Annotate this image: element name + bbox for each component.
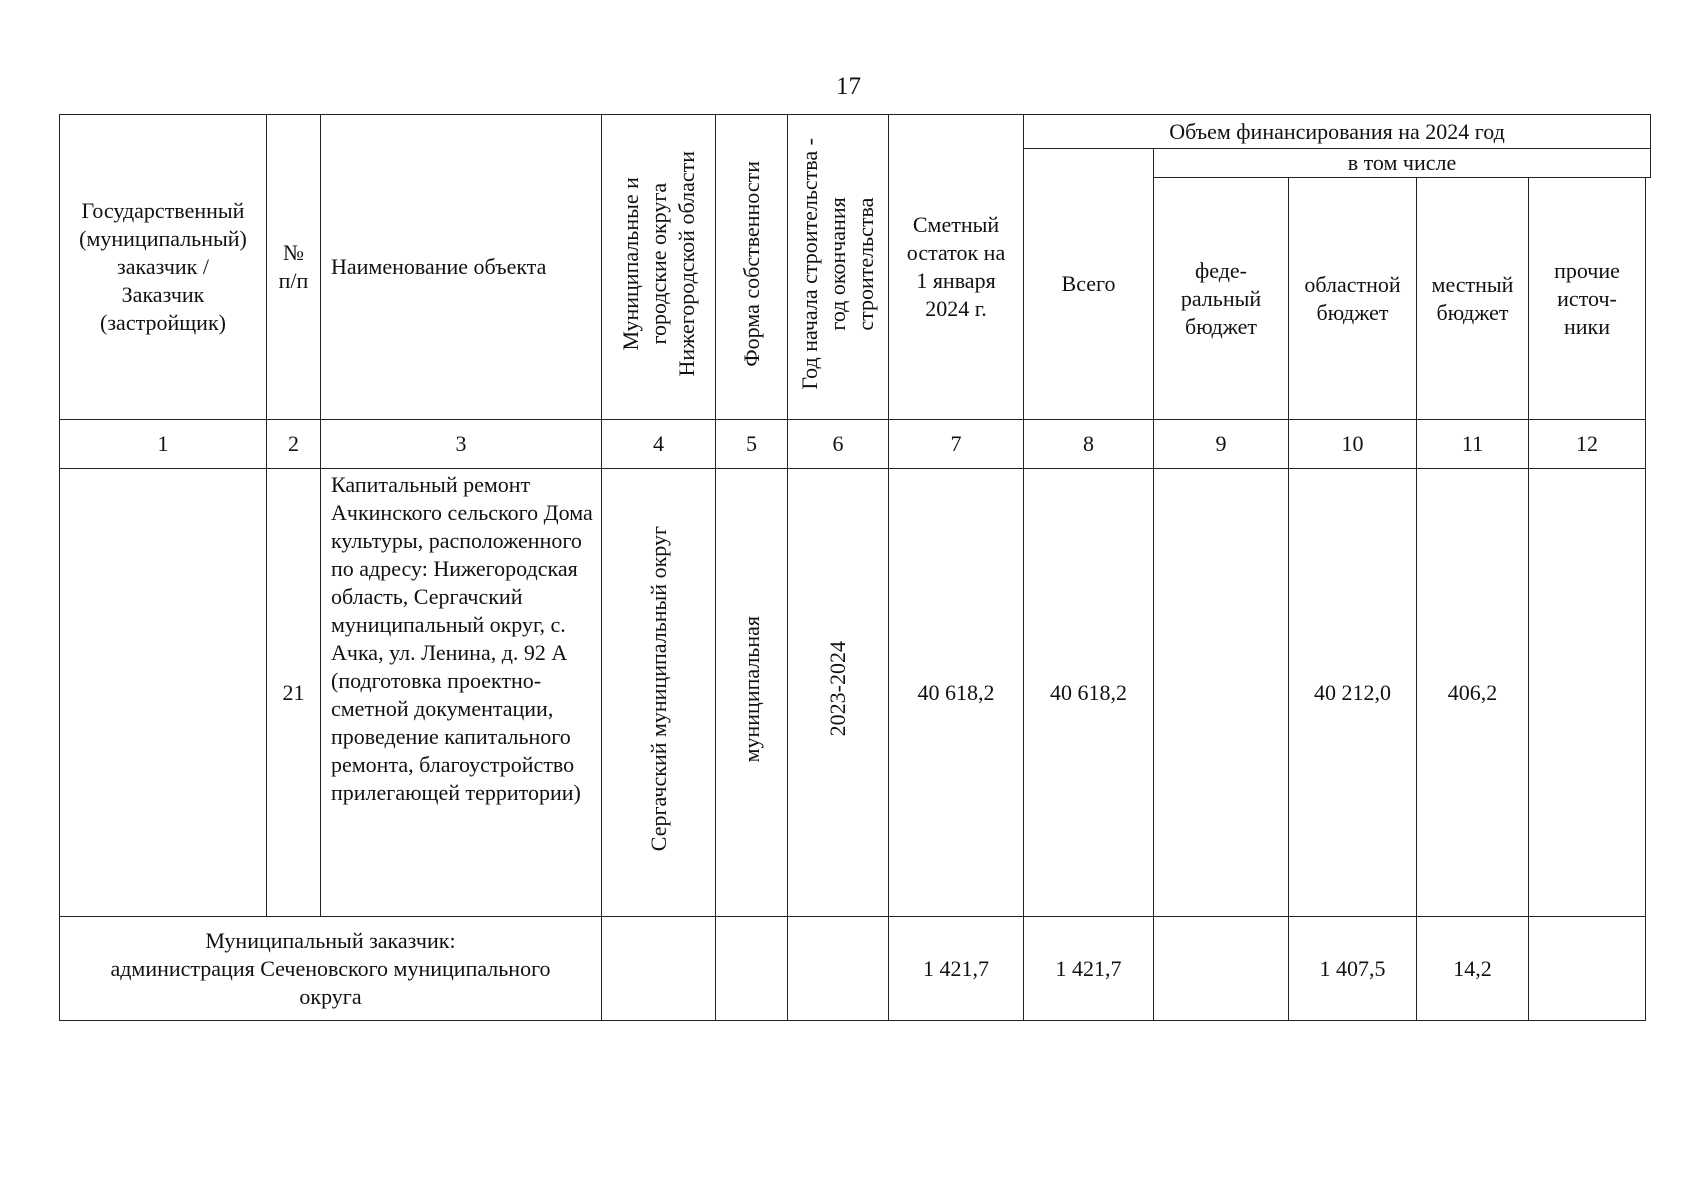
header-total: Всего bbox=[1024, 149, 1154, 420]
summary-total: 1 421,7 bbox=[1024, 917, 1154, 1021]
header-object-name: Наименование объекта bbox=[321, 115, 602, 420]
row-local: 406,2 bbox=[1417, 469, 1529, 917]
column-number: 12 bbox=[1529, 420, 1646, 469]
row-district-cell bbox=[602, 469, 716, 917]
summary-empty-cell bbox=[716, 917, 788, 1021]
header-balance: Сметный остаток на 1 января 2024 г. bbox=[889, 115, 1024, 420]
header-years: Год начала строительства - год окончания строительства bbox=[797, 137, 878, 390]
header-other: прочие источ- ники bbox=[1529, 178, 1646, 420]
header-years-cell bbox=[788, 115, 889, 420]
column-number: 3 bbox=[321, 420, 602, 469]
header-regional: областной бюджет bbox=[1289, 178, 1417, 420]
header-federal: феде- ральный бюджет bbox=[1154, 178, 1289, 420]
summary-regional: 1 407,5 bbox=[1289, 917, 1417, 1021]
header-district-cell bbox=[602, 115, 716, 420]
summary-other bbox=[1529, 917, 1646, 1021]
row-ownership-cell bbox=[716, 469, 788, 917]
row-regional: 40 212,0 bbox=[1289, 469, 1417, 917]
column-number: 8 bbox=[1024, 420, 1154, 469]
row-district: Сергачский муниципальный округ bbox=[645, 526, 671, 852]
column-number: 6 bbox=[788, 420, 889, 469]
row-balance: 40 618,2 bbox=[889, 469, 1024, 917]
column-number: 10 bbox=[1289, 420, 1417, 469]
summary-label: Муниципальный заказчик: администрация Сеченовского муниципального округа bbox=[60, 917, 602, 1021]
summary-empty-cell bbox=[788, 917, 889, 1021]
column-number: 7 bbox=[889, 420, 1024, 469]
header-local: местный бюджет bbox=[1417, 178, 1529, 420]
header-ownership: Форма собственности bbox=[738, 160, 764, 367]
column-number: 4 bbox=[602, 420, 716, 469]
page-number: 17 bbox=[836, 73, 861, 100]
summary-row bbox=[60, 917, 1651, 1021]
header-number: № п/п bbox=[267, 115, 321, 420]
summary-federal bbox=[1154, 917, 1289, 1021]
financing-table bbox=[59, 114, 1651, 1021]
row-customer bbox=[60, 469, 267, 917]
column-number: 5 bbox=[716, 420, 788, 469]
column-number: 9 bbox=[1154, 420, 1289, 469]
column-number: 1 bbox=[60, 420, 267, 469]
column-number-row bbox=[60, 420, 1651, 469]
row-federal bbox=[1154, 469, 1289, 917]
column-number: 11 bbox=[1417, 420, 1529, 469]
summary-balance: 1 421,7 bbox=[889, 917, 1024, 1021]
column-number: 2 bbox=[267, 420, 321, 469]
row-object-name: Капитальный ремонт Ачкинского сельского Дома культуры, расположенного по адресу: Нижегородская область, Сергачский муниципальный округ, с. Ачка, ул. Ленина, д. 92 А (подготовка проектно-сметной документации, проведение капитального ремонта, благоустройство прилегающей территории) bbox=[321, 469, 602, 917]
row-total: 40 618,2 bbox=[1024, 469, 1154, 917]
header-customer: Государственный (муниципальный) заказчик / Заказчик (застройщик) bbox=[60, 115, 267, 420]
header-row-1 bbox=[60, 115, 1651, 149]
table-row bbox=[60, 469, 1651, 917]
row-number: 21 bbox=[267, 469, 321, 917]
header-funding-group: Объем финансирования на 2024 год bbox=[1024, 115, 1651, 149]
summary-local: 14,2 bbox=[1417, 917, 1529, 1021]
header-district: Муниципальные и городские округа Нижегородской области bbox=[617, 150, 699, 377]
row-ownership: муниципальная bbox=[738, 615, 764, 763]
header-including: в том числе bbox=[1154, 149, 1651, 178]
row-other bbox=[1529, 469, 1646, 917]
row-years-cell bbox=[788, 469, 889, 917]
header-ownership-cell bbox=[716, 115, 788, 420]
row-years: 2023-2024 bbox=[825, 641, 850, 737]
summary-empty-cell bbox=[602, 917, 716, 1021]
